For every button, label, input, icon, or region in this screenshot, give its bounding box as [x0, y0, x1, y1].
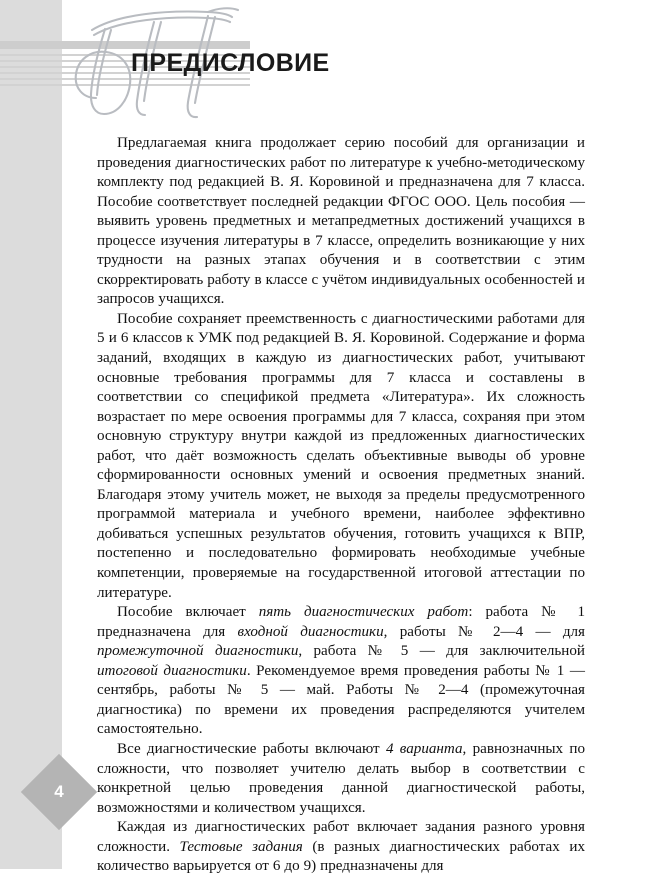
- emphasis-text: Тестовые задания: [179, 838, 303, 855]
- body-text: , равнозначных по сложности, что позволяет учителю делать выбор в соответствии с конкретной целью проведения данной диагностической работы, возможностями и количеством учащихся.: [97, 740, 585, 816]
- body-text: (в разных диагностических работах их количество варьируется от 6 до 9) предназначены для: [97, 838, 585, 875]
- paragraph: [97, 818, 585, 877]
- header-rule-5: [0, 78, 250, 80]
- body-text: . Рекомендуемое время проведения работы № 1 — сентябрь, работы № 5 — май. Работы № 2—4 (промежуточная диагностика) по времени их проведения распределяются учителем самостоятельно.: [97, 662, 585, 738]
- body-text: Предлагаемая книга продолжает серию пособий для организации и проведения диагностических работ по литературе к учебно-методическому комплекту под редакцией В. Я. Коровиной и предназначена для 7 класса. Пособие соответствует последней редакции ФГОС ООО. Цель пособия — выявить уровень предметных и метапредметных достижений учащихся в процессе изучения литературы в 7 классе, определить возникающие у них трудности на разных этапах обучения и в соответствии с этим скорректировать работу в классе с учётом индивидуальных особенностей и запросов учащихся.: [97, 135, 585, 308]
- emphasis-text: входной диагностики: [237, 623, 384, 640]
- emphasis-text: итоговой диагностики: [97, 662, 247, 679]
- emphasis-text: пять диагностических работ: [258, 604, 469, 621]
- paragraph: [97, 310, 585, 603]
- body-text: Все диагностические работы включают: [117, 740, 386, 757]
- body-text: , работа № 5 — для заключительной: [298, 643, 585, 660]
- page-title: ПРЕДИСЛОВИЕ: [131, 49, 330, 77]
- body-text: Пособие включает: [117, 604, 259, 621]
- body-text: Пособие сохраняет преемственность с диагностическими работами для 5 и 6 классов к УМК под редакцией В. Я. Коровиной. Содержание и форма заданий, входящих в каждую из диагностических работ, учитывают основные требования программы для 7 класса и составлены в соответствии со спецификой предмета «Литература». Их сложность возрастает по мере освоения программы для 7 класса, сохраняя при этом основную структуру внутри каждой из предложенных диагностических работ, что даёт возможность сделать объективные выводы об уровне сформированности основных умений и освоения предметных знаний. Благодаря этому учитель может, не выходя за пределы предусмотренного программой материала и учебного времени, наиболее эффективно добиваться успешных результатов обучения, готовить учащихся к ВПР, постепенно и последовательно формировать необходимые учебные компетенции, проверяемые на государственной итоговой аттестации по литературе.: [97, 310, 585, 601]
- paragraph: [97, 134, 585, 310]
- left-decorative-band: [0, 0, 62, 869]
- paragraph: [97, 603, 585, 740]
- paragraph: [97, 740, 585, 818]
- emphasis-text: 4 варианта: [385, 740, 463, 757]
- body-text-column: [97, 134, 585, 877]
- body-text: Каждая из диагностических работ включает задания разного уровня сложности.: [97, 819, 585, 855]
- body-text: , работы № 2—4 — для: [383, 623, 585, 640]
- header-rule-6: [0, 84, 250, 86]
- page-header: [0, 0, 650, 125]
- body-text: : работа № 1 предназначена для: [97, 604, 585, 640]
- page-number-label: 4: [54, 782, 64, 801]
- emphasis-text: промежуточной диагностики: [97, 643, 299, 660]
- header-rule-thick: [0, 41, 250, 49]
- page-number-badge: [21, 754, 97, 830]
